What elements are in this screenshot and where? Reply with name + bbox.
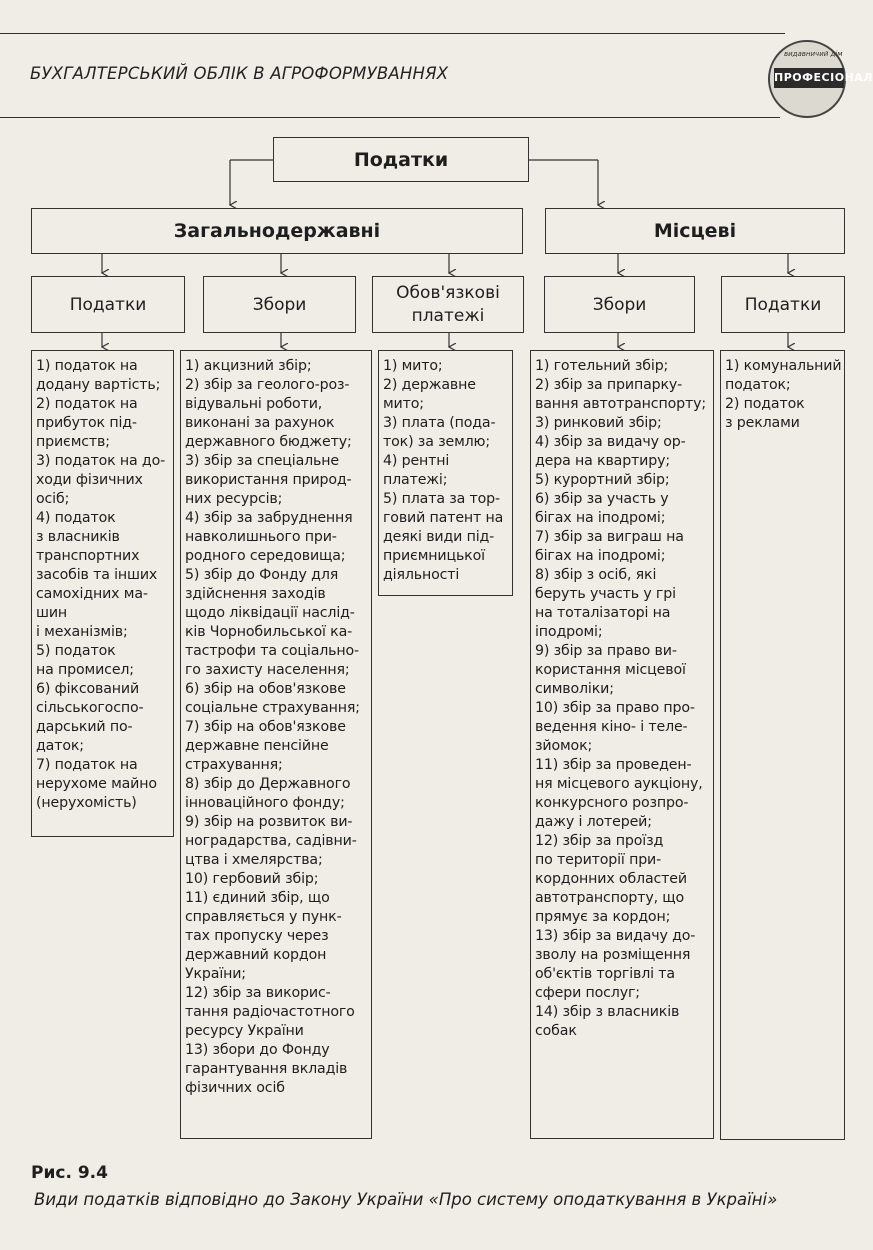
list-line: ня місцевого аукціону, [535, 776, 703, 792]
list-line: 5) курортний збір; [535, 472, 670, 488]
list-line: транспортних [36, 548, 140, 564]
list-line: 9) збір на розвиток ви- [185, 814, 353, 830]
list-line: 4) збір за видачу ор- [535, 434, 686, 450]
list-line: конкурсного розпро- [535, 795, 689, 811]
list-line: 4) податок [36, 510, 116, 526]
list-line: соціальне страхування; [185, 700, 360, 716]
list-line: здійснення заходів [185, 586, 326, 602]
list-line: 14) збір з власників [535, 1004, 680, 1020]
logo-banner-text: ПРОФЕСІОНАЛ [774, 68, 844, 88]
list-line: щодо ліквідації наслід- [185, 605, 355, 621]
list-line: 1) комунальний [725, 358, 842, 374]
list-line: 2) державне [383, 377, 476, 393]
list-line: дера на квартиру; [535, 453, 670, 469]
list-line: ходи фізичних [36, 472, 143, 488]
list-line: з власників [36, 529, 120, 545]
list-line: осіб; [36, 491, 70, 507]
mandatory-label-line2: платежі [411, 305, 485, 326]
list-line: дарський по- [36, 719, 133, 735]
list-line: кордонних областей [535, 871, 687, 887]
list-line: іподромі; [535, 624, 603, 640]
list-line: зйомок; [535, 738, 593, 754]
list-line: з реклами [725, 415, 800, 431]
list-line: користання місцевої [535, 662, 686, 678]
list-line: 6) фіксований [36, 681, 140, 697]
list-line: додану вартість; [36, 377, 161, 393]
list-line: діяльності [383, 567, 460, 583]
list-line: об'єктів торгівлі та [535, 966, 675, 982]
list-line: 1) акцизний збір; [185, 358, 312, 374]
list-line: і механізмів; [36, 624, 128, 640]
list-line: тах пропуску через [185, 928, 329, 944]
list-line: 5) плата за тор- [383, 491, 500, 507]
list-line: тастрофи та соціально- [185, 643, 360, 659]
list-line: самохідних ма- [36, 586, 148, 602]
list-line: 7) збір за виграш на [535, 529, 684, 545]
list-line: даток; [36, 738, 84, 754]
list-line: вання автотранспорту; [535, 396, 706, 412]
list-line: справляється у пунк- [185, 909, 342, 925]
list-line: 13) збір за видачу до- [535, 928, 696, 944]
list-line: навколишнього при- [185, 529, 337, 545]
list-line: 2) збір за геолого-роз- [185, 377, 350, 393]
list-line: родного середовища; [185, 548, 346, 564]
figure-number: Рис. 9.4 [31, 1163, 108, 1183]
list-line: 5) збір до Фонду для [185, 567, 339, 583]
list-line: приємств; [36, 434, 110, 450]
list-line: на тоталізаторі на [535, 605, 671, 621]
list-line: мито; [383, 396, 424, 412]
logo-arc-text: видавничий дім [784, 50, 843, 58]
list-line: державний кордон [185, 947, 327, 963]
list-line: податок; [725, 377, 791, 393]
list-line: приємницької [383, 548, 485, 564]
list-line: 8) збір з осіб, які [535, 567, 657, 583]
list-line: 3) плата (пода- [383, 415, 496, 431]
list-line: 4) збір за забруднення [185, 510, 353, 526]
list-line: 12) збір за викорис- [185, 985, 331, 1001]
list-line: 11) єдиний збір, що [185, 890, 330, 906]
list-line: автотранспорту, що [535, 890, 685, 906]
list-line: України; [185, 966, 246, 982]
list-line: 6) збір за участь у [535, 491, 669, 507]
list-line: 6) збір на обов'язкове [185, 681, 346, 697]
list-line: 11) збір за проведен- [535, 757, 692, 773]
list-line: прямує за кордон; [535, 909, 671, 925]
list-line: 3) податок на до- [36, 453, 166, 469]
list-line: на промисел; [36, 662, 134, 678]
list-line: 1) готельний збір; [535, 358, 669, 374]
local-taxes-node: Податки [721, 276, 845, 333]
list-line: використання природ- [185, 472, 352, 488]
list-line: 12) збір за проїзд [535, 833, 664, 849]
local-fees-node: Збори [544, 276, 695, 333]
list-line: бігах на іподромі; [535, 548, 666, 564]
list-line: 3) ринковий збір; [535, 415, 662, 431]
local-fees-list [530, 350, 714, 1139]
list-line: тання радіочастотного [185, 1004, 355, 1020]
list-line: ресурсу України [185, 1023, 304, 1039]
list-line: деякі види під- [383, 529, 495, 545]
list-line: 2) податок [725, 396, 805, 412]
national-taxes-list [31, 350, 174, 837]
running-head: БУХГАЛТЕРСЬКИЙ ОБЛІК В АГРОФОРМУВАННЯХ [30, 64, 449, 83]
list-line: 1) мито; [383, 358, 443, 374]
local-node: Місцеві [545, 208, 845, 254]
list-line: 5) податок [36, 643, 116, 659]
list-line: по території при- [535, 852, 662, 868]
list-line: говий патент на [383, 510, 504, 526]
list-line: сфери послуг; [535, 985, 640, 1001]
list-line: ведення кіно- і теле- [535, 719, 688, 735]
mandatory-label-line1: Обов'язкові [396, 283, 500, 304]
list-line: сільськогоспо- [36, 700, 144, 716]
list-line: державне пенсійне [185, 738, 329, 754]
list-line: собак [535, 1023, 577, 1039]
list-line: 10) збір за право про- [535, 700, 695, 716]
list-line: відувальні роботи, [185, 396, 323, 412]
list-line: зволу на розміщення [535, 947, 691, 963]
list-line: ноградарства, садівни- [185, 833, 357, 849]
local-taxes-list [720, 350, 845, 1140]
list-line: бігах на іподромі; [535, 510, 666, 526]
list-line: ток) за землю; [383, 434, 490, 450]
list-line: дажу і лотерей; [535, 814, 652, 830]
list-line: страхування; [185, 757, 283, 773]
list-line: виконані за рахунок [185, 415, 335, 431]
list-line: 7) збір на обов'язкове [185, 719, 346, 735]
list-line: символіки; [535, 681, 614, 697]
list-line: 7) податок на [36, 757, 138, 773]
list-line: 2) податок на [36, 396, 138, 412]
list-line: цтва і хмелярства; [185, 852, 323, 868]
mandatory-payments-list [378, 350, 513, 596]
list-line: (нерухомість) [36, 795, 137, 811]
list-line: державного бюджету; [185, 434, 352, 450]
list-line: гарантування вкладів [185, 1061, 348, 1077]
list-line: платежі; [383, 472, 448, 488]
list-line: 13) збори до Фонду [185, 1042, 330, 1058]
list-line: 10) гербовий збір; [185, 871, 319, 887]
list-line: шин [36, 605, 68, 621]
list-line: 4) рентні [383, 453, 450, 469]
figure-caption: Види податків відповідно до Закону України «Про систему оподаткування в Україні» [34, 1190, 778, 1209]
mandatory-payments-node [372, 276, 524, 333]
list-line: беруть участь у грі [535, 586, 676, 602]
list-line: нерухоме майно [36, 776, 157, 792]
list-line: 2) збір за припарку- [535, 377, 683, 393]
list-line: них ресурсів; [185, 491, 283, 507]
national-fees-list [180, 350, 372, 1139]
national-node: Загальнодержавні [31, 208, 523, 254]
list-line: 3) збір за спеціальне [185, 453, 339, 469]
list-line: засобів та інших [36, 567, 158, 583]
national-taxes-node: Податки [31, 276, 185, 333]
list-line: ків Чорнобильської ка- [185, 624, 353, 640]
list-line: 9) збір за право ви- [535, 643, 677, 659]
list-line: фізичних осіб [185, 1080, 285, 1096]
root-node-taxes: Податки [273, 137, 529, 182]
list-line: го захисту населення; [185, 662, 350, 678]
list-line: 1) податок на [36, 358, 138, 374]
list-line: прибуток під- [36, 415, 137, 431]
list-line: 8) збір до Державного [185, 776, 351, 792]
list-line: інноваційного фонду; [185, 795, 345, 811]
national-fees-node: Збори [203, 276, 356, 333]
